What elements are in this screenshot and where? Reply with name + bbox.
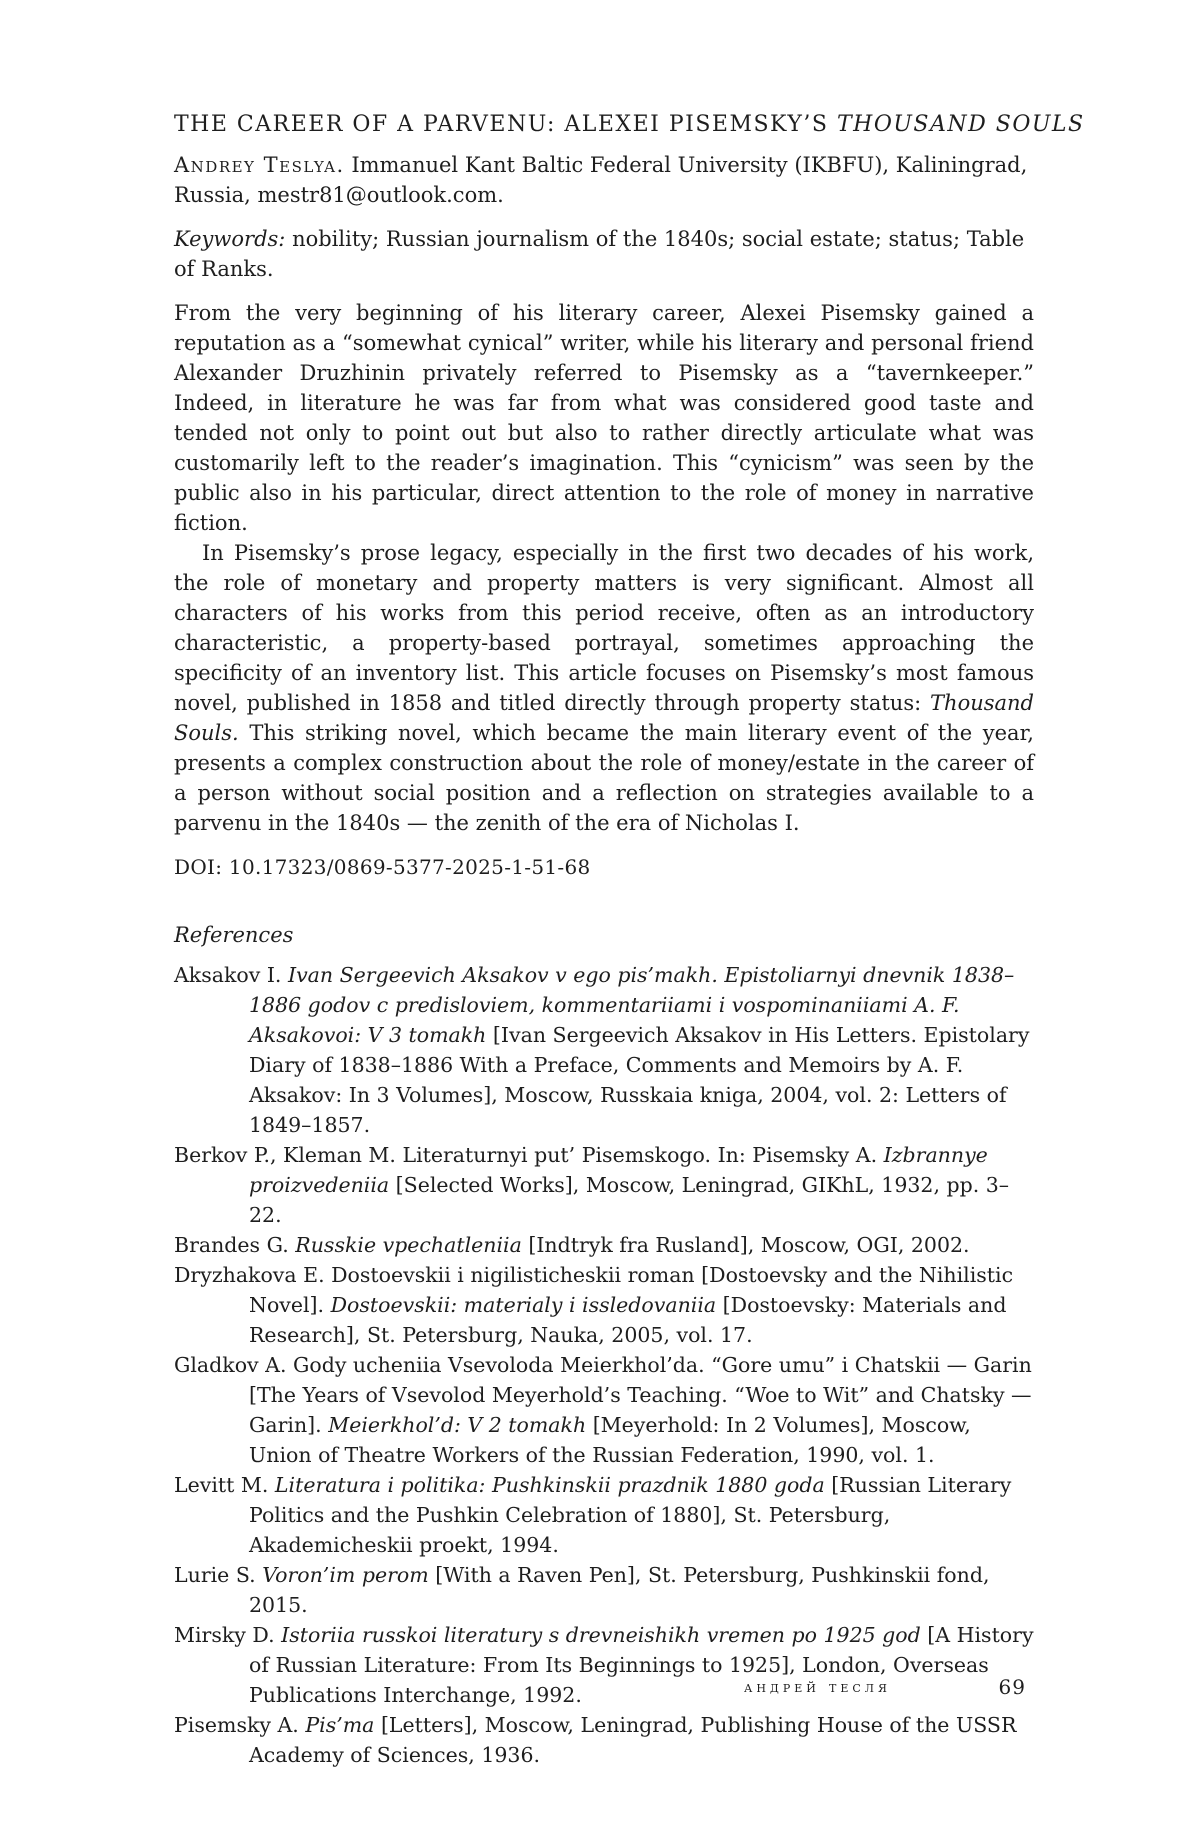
reference-details: [Letters], Moscow, Leningrad, Publishing House of the USSR Academy of Sciences, 1936.: [249, 1713, 1017, 1767]
reference-author: Mirsky D.: [174, 1623, 275, 1647]
abstract-paragraph-1: From the very beginning of his literary career, Alexei Pisemsky gained a reputation as a “somewhat cynical” writer, while his literary and personal friend Alexander Druzhinin privately referred to Pisemsky as a “tavernkeeper.” Indeed, in literature he was far from what was considered good taste and tended not only to point out but also to rather directly articulate what was customarily left to the reader’s imagination. This “cynicism” was seen by the public also in his particular, direct attention to the role of money in narrative fiction.: [174, 301, 1034, 535]
reference-title: Russkie vpechatleniia: [295, 1233, 522, 1257]
reference-title: Ivan Sergeevich Aksakov v ego pis’makh. Epistoliarnyi dnevnik 1838–1886 godov c predisloviem, kommentariiami i vospominaniiami A. F. Aksakovoi: V 3 tomakh: [249, 963, 1015, 1047]
author-affiliation: Immanuel Kant Baltic Federal University (IKBFU), Kaliningrad, Russia, mestr81@outlook.com.: [174, 153, 1028, 207]
reference-item: [174, 1560, 1034, 1620]
reference-title: Meierkhol’d: V 2 tomakh: [328, 1413, 587, 1437]
reference-author: Brandes G.: [174, 1233, 289, 1257]
reference-author: Dryzhakova E. Dostoevskii i nigilisticheskii roman [Dostoevsky and the Nihilistic Novel].: [174, 1263, 1014, 1317]
reference-item: [174, 960, 1034, 1140]
reference-item: [174, 1350, 1034, 1470]
reference-details: [Dostoevsky: Materials and Research], St. Petersburg, Nauka, 2005, vol. 17.: [249, 1293, 1007, 1347]
reference-item: [174, 1230, 1034, 1260]
article-page: [174, 110, 1085, 1770]
reference-details: [Russian Literary Politics and the Pushkin Celebration of 1880], St. Petersburg, Akademicheskii proekt, 1994.: [249, 1473, 1012, 1557]
keywords-label: Keywords:: [174, 227, 286, 251]
reference-details: [Selected Works], Moscow, Leningrad, GIKhL, 1932, pp. 3–22.: [249, 1173, 1010, 1227]
abstract-p2-after: This striking novel, which became the main literary event of the year, presents a complex construction about the role of money/estate in the career of a person without social position and a reflection on strategies available to a parvenu in the 1840s — the zenith of the era of Nicholas I.: [174, 721, 1034, 835]
reference-details: [Indtryk fra Rusland], Moscow, OGI, 2002.: [528, 1233, 970, 1257]
reference-title: Dostoevskii: materialy i issledovaniia: [330, 1293, 717, 1317]
reference-item: [174, 1140, 1034, 1230]
reference-title: Literatura i politika: Pushkinskii prazdnik 1880 goda: [274, 1473, 825, 1497]
reference-item: [174, 1260, 1034, 1350]
abstract-p2-before: In Pisemsky’s prose legacy, especially in the first two decades of his work, the role of monetary and property matters is very significant. Almost all characters of his works from this period receive, often as an introductory characteristic, a property-based portrayal, sometimes approaching the specificity of an inventory list. This article focuses on Pisemsky’s most famous novel, published in 1858 and titled directly through property status:: [174, 541, 1034, 715]
reference-item: [174, 1470, 1034, 1560]
reference-details: [Meyerhold: In 2 Volumes], Moscow, Union of Theatre Workers of the Russian Federation, 1990, vol. 1.: [249, 1413, 971, 1467]
doi: DOI: 10.17323/0869-5377-2025-1-51-68: [174, 855, 591, 879]
reference-details: [Ivan Sergeevich Aksakov in His Letters. Epistolary Diary of 1838–1886 With a Preface, Comments and Memoirs by A. F. Aksakov: In 3 Volumes], Moscow, Russkaia kniga, 2004, vol. 2: Letters of 1849–1857.: [249, 1023, 1030, 1137]
article-title: [174, 110, 1085, 140]
reference-author: Aksakov I.: [174, 963, 282, 987]
title-main: THE CAREER OF A PARVENU: ALEXEI PISEMSKY’S: [174, 112, 829, 137]
author-name: Andrey Teslya.: [174, 153, 345, 177]
keywords-text: nobility; Russian journalism of the 1840s; social estate; status; Table of Ranks.: [174, 227, 1025, 281]
reference-title: Istoriia russkoi literatury s drevneishikh vremen po 1925 god: [281, 1623, 921, 1647]
abstract-p2-italic: Thousand Souls.: [174, 691, 1034, 745]
page-footer: [744, 1672, 1026, 1702]
references-heading: References: [174, 923, 294, 947]
reference-author: Pisemsky A.: [174, 1713, 299, 1737]
reference-title: Izbrannye proizvedeniia: [249, 1143, 988, 1197]
reference-author: Lurie S.: [174, 1563, 256, 1587]
keywords-line: [174, 224, 1034, 284]
running-head: андрей тесля: [744, 1677, 891, 1696]
reference-author: Levitt M.: [174, 1473, 269, 1497]
page-number: 69: [998, 1675, 1026, 1699]
abstract-paragraph-2: [174, 538, 1034, 838]
title-italic: THOUSAND SOULS: [836, 112, 1085, 137]
reference-author: Gladkov A. Gody ucheniia Vsevoloda Meierkhol’da. “Gore umu” i Chatskii — Garin [The Years of Vsevolod Meyerhold’s Teaching. “Woe to Wit” and Chatsky — Garin].: [174, 1353, 1032, 1437]
reference-title: Pis’ma: [305, 1713, 375, 1737]
reference-title: Voron’im perom: [262, 1563, 429, 1587]
reference-author: Berkov P., Kleman M. Literaturnyi put’ Pisemskogo. In: Pisemsky A.: [174, 1143, 878, 1167]
references-list: [174, 960, 1034, 1770]
reference-item: [174, 1710, 1034, 1770]
author-line: [174, 150, 1034, 210]
reference-details: [A History of Russian Literature: From Its Beginnings to 1925], London, Overseas Publications Interchange, 1992.: [249, 1623, 1034, 1707]
reference-details: [With a Raven Pen], St. Petersburg, Pushkinskii fond, 2015.: [249, 1563, 990, 1617]
